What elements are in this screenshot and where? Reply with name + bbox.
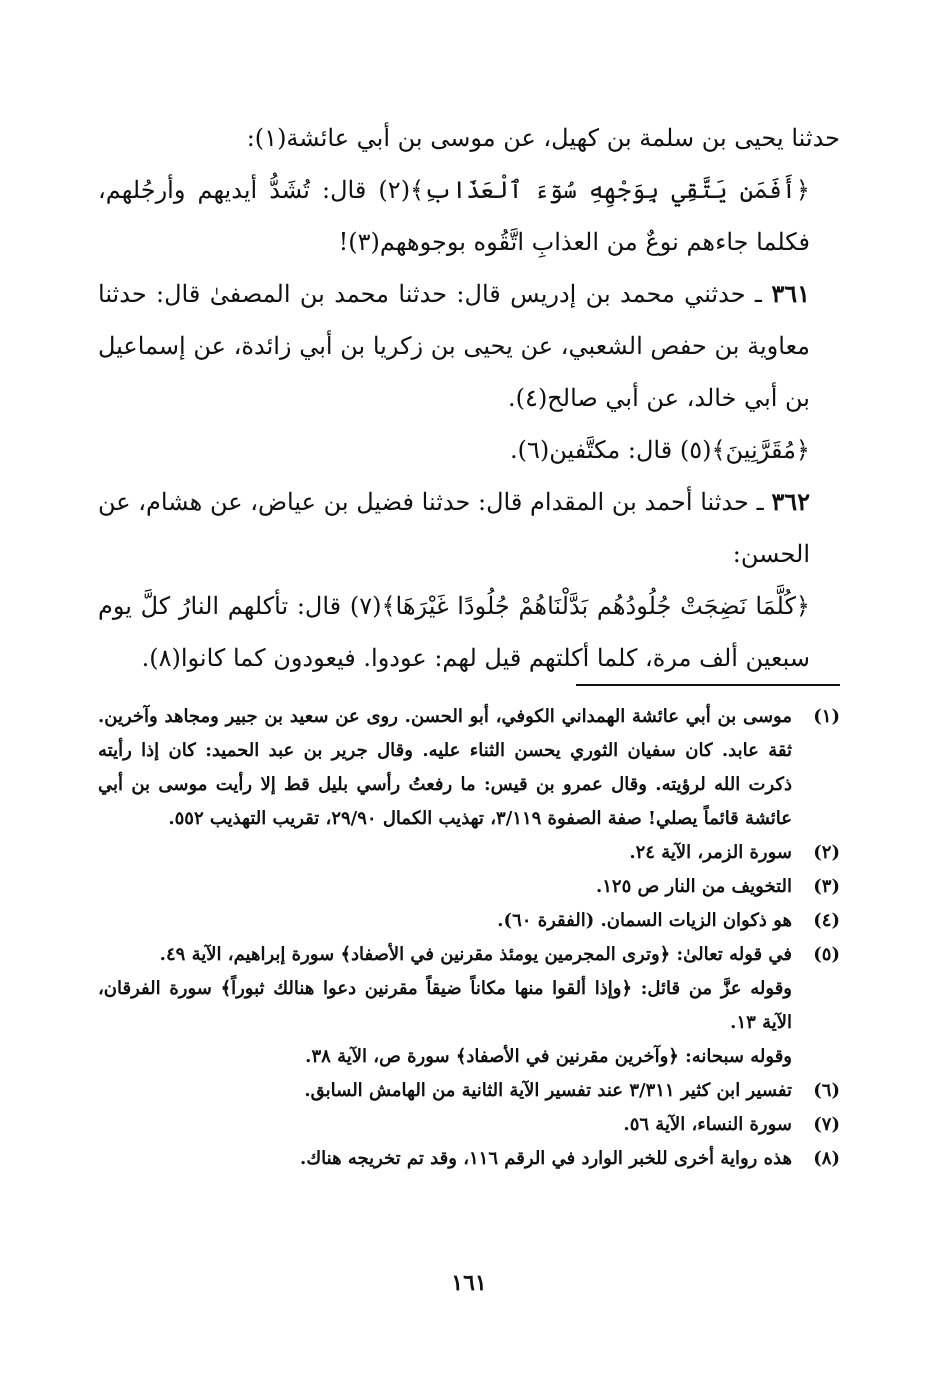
- footnote-number: (١): [813, 706, 840, 727]
- entry-361-number: ٣٦١: [771, 279, 810, 308]
- main-text: [98, 112, 840, 684]
- footnote-text: التخويف من النار ص ١٢٥.: [595, 876, 792, 897]
- footnote-text: هو ذكوان الزيات السمان. (الفقرة ٦٠).: [497, 910, 792, 931]
- entry-361-text: ـ حدثني محمد بن إدريس قال: حدثنا محمد بن المصفىٰ قال: حدثنا معاوية بن حفص الشعبي، عن يحيى بن زكريا بن أبي زائدة، عن إسماعيل بن أبي خالد، عن أبي صالح(٤).: [98, 280, 810, 412]
- footnote-5-continuation: وقوله سبحانه: ﴿وآخرين مقرنين في الأصفاد﴾ سورة ص، الآية ٣٨.: [305, 1046, 792, 1067]
- entry-362-verse: ﴿كُلَّمَا نَضِجَتْ جُلُودُهُم بَدَّلْنَاهُمْ جُلُودًا غَيْرَهَا﴾(٧) قال: تأكلهم النارُ كلَّ يوم سبعين ألف مرة، كلما أكلتهم قيل لهم: عودوا. فيعودون كما كانوا(٨).: [98, 592, 810, 672]
- opening-isnad: حدثنا يحيى بن سلمة بن كهيل، عن موسى بن أبي عائشة(١):: [246, 124, 840, 152]
- footnote-text: هذه رواية أخرى للخبر الوارد في الرقم ١١٦، وقد تم تخريجه هناك.: [300, 1148, 792, 1169]
- footnote-number: (٥): [813, 944, 840, 965]
- footnote-1: [98, 700, 840, 836]
- footnote-text: موسى بن أبي عائشة الهمداني الكوفي، أبو الحسن. روى عن سعيد بن جبير ومجاهد وآخرين. ثقة عابد. كان سفيان الثوري يحسن الثناء عليه. وقال جرير بن عبد الحميد: كان إذا رأيته ذكرت الله لرؤيته. وقال عمرو بن قيس: ما رفعتُ رأسي بليل قط إلا رأيت موسى بن أبي عائشة قائماً يصلي! صفة الصفوة ٣/١١٩، تهذيب الكمال ٢٩/٩٠، تقريب التهذيب ٥٥٢.: [98, 706, 792, 829]
- footnote-text: سورة النساء، الآية ٥٦.: [623, 1114, 792, 1135]
- footnote-divider: [576, 684, 840, 686]
- footnote-number: (٦): [813, 1080, 840, 1101]
- entry-362-number: ٣٦٢: [771, 487, 810, 516]
- page-number: ١٦١: [451, 1270, 487, 1296]
- entry-361-verse: ﴿مُقَرَّنِينَ﴾(٥) قال: مكتَّفين(٦).: [510, 436, 810, 464]
- footnote-6: [98, 1074, 840, 1108]
- entry-361: [98, 268, 840, 424]
- footnote-2: [98, 836, 840, 870]
- footnote-5: [98, 938, 840, 972]
- verse-commentary-zumar: ﴿أَفَمَن يَتَّقِي بِوَجْهِهِ سُوٓءَ ٱلْعَذَابِ﴾(٢) قال: تُشَدُّ أيديهم وأرجُلهم، فكلما جاءهم نوعٌ من العذابِ اتَّقُوه بوجوههم(٣)!: [98, 176, 810, 256]
- footnote-8: [98, 1142, 840, 1176]
- footnote-number: (٧): [813, 1114, 840, 1135]
- footnotes: [98, 700, 840, 1176]
- footnote-3: [98, 870, 840, 904]
- footnote-text: في قوله تعالىٰ: ﴿وترى المجرمين يومئذ مقرنين في الأصفاد﴾ سورة إبراهيم، الآية ٤٩.: [159, 944, 792, 965]
- entry-362: [98, 476, 840, 580]
- footnote-text: سورة الزمر، الآية ٢٤.: [629, 842, 792, 863]
- footnote-text: تفسير ابن كثير ٣/٣١١ عند تفسير الآية الثانية من الهامش السابق.: [304, 1080, 792, 1101]
- footnote-5-continuation: وقوله عزَّ من قائل: ﴿وإذا ألقوا منها مكاناً ضيقاً مقرنين دعوا هنالك ثبوراً﴾ سورة الفرقان، الآية ١٣.: [98, 978, 792, 1033]
- footnote-7: [98, 1108, 840, 1142]
- entry-362-text: ـ حدثنا أحمد بن المقدام قال: حدثنا فضيل بن عياض، عن هشام، عن الحسن:: [98, 488, 810, 568]
- footnote-number: (٤): [813, 910, 840, 931]
- footnote-4: [98, 904, 840, 938]
- footnote-number: (٢): [813, 842, 840, 863]
- footnote-number: (٨): [813, 1148, 840, 1169]
- footnote-number: (٣): [813, 876, 840, 897]
